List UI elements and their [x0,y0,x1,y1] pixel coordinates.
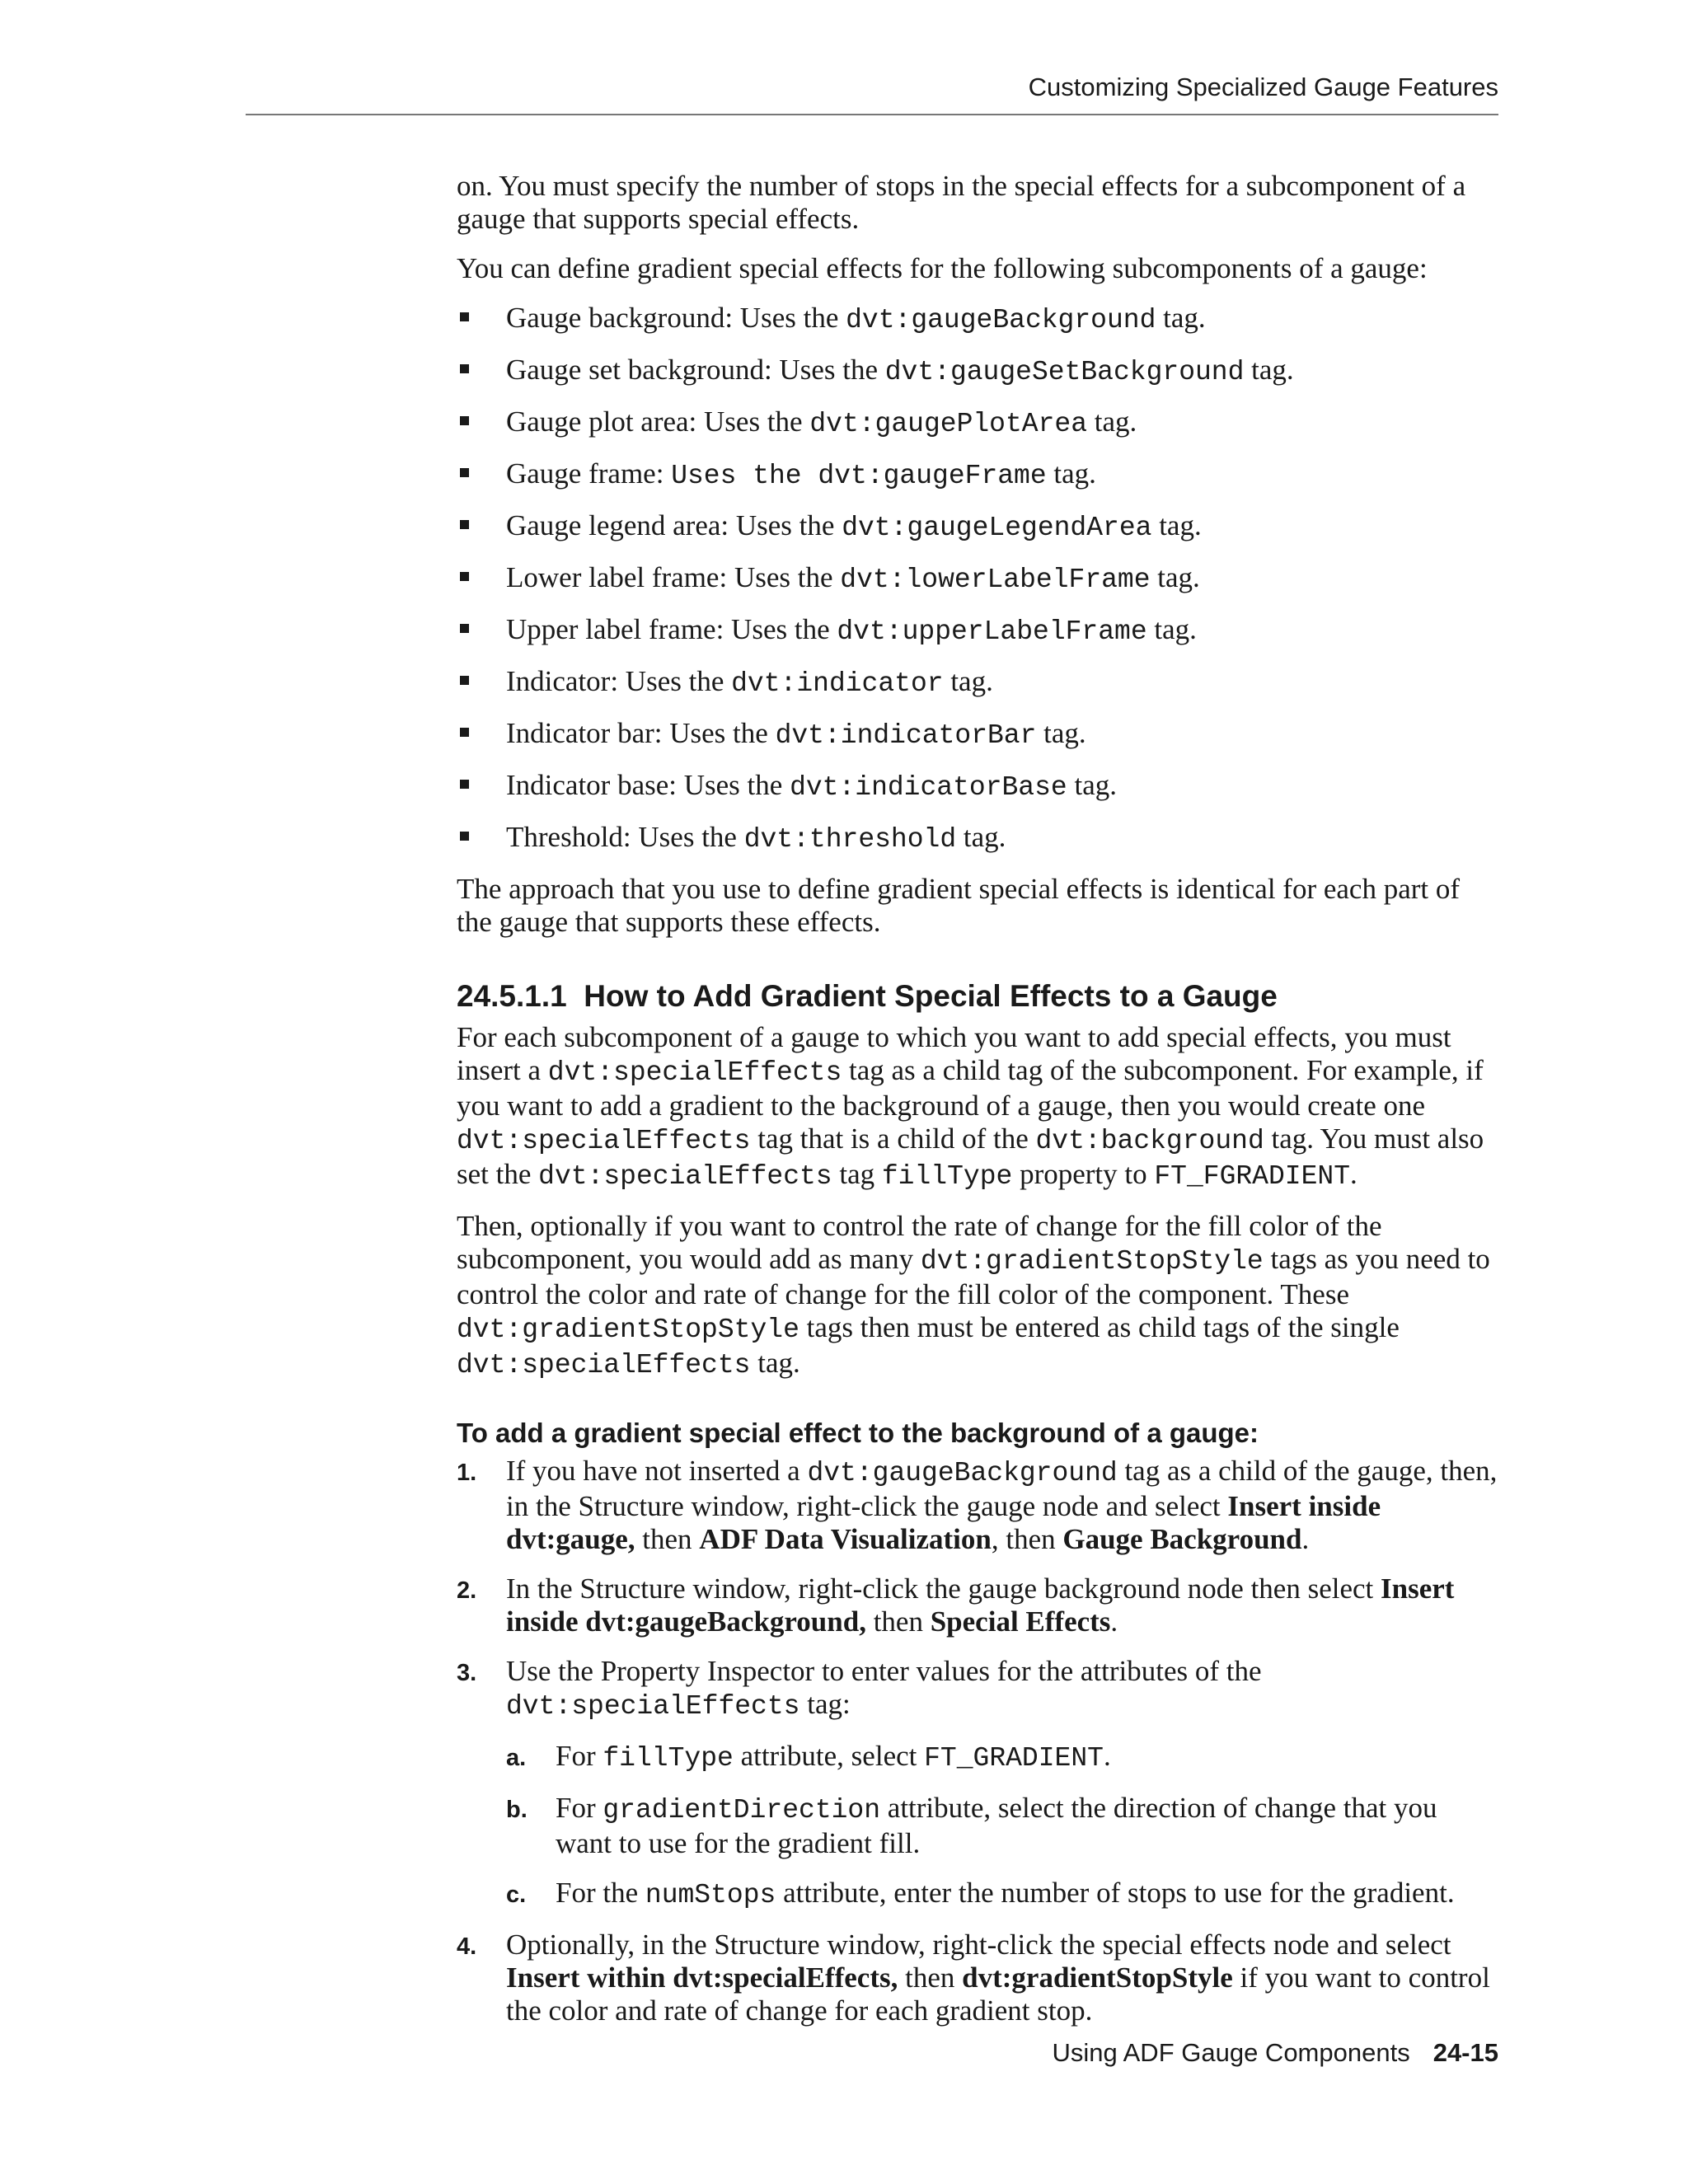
list-item: Indicator base: Uses the dvt:indicatorBase tag. [457,769,1498,804]
footer-chapter: Using ADF Gauge Components [1052,2038,1410,2067]
bullet-icon [460,364,469,373]
bullet-icon [460,780,469,789]
list-item: Gauge set background: Uses the dvt:gaugeSetBackground tag. [457,354,1498,389]
list-item: Gauge frame: Uses the dvt:gaugeFrame tag. [457,457,1498,493]
tag-code: dvt:upperLabelFrame [837,616,1147,647]
bullet-icon [460,312,469,321]
value-code: FT_FGRADIENT [1154,1161,1350,1192]
tag-code: Uses the dvt:gaugeFrame [671,461,1047,491]
tag-code: dvt:gradientStopStyle [457,1315,799,1345]
bullet-icon [460,624,469,633]
procedure-steps [457,1455,1498,2027]
menu-path: ADF Data Visualization [699,1523,992,1555]
substep-letter: c. [506,1882,527,1908]
tag-code: dvt:specialEffects [506,1691,800,1722]
tag-code: dvt:gaugeBackground [846,305,1156,335]
subcomponent-list [457,302,1498,856]
section-number: 24.5.1.1 [457,979,567,1013]
step-item: 2. In the Structure window, right-click the gauge background node then select Insert inside dvt:gaugeBackground, then Special Effects. [457,1572,1455,1638]
step-number: 3. [457,1660,477,1686]
page-number: 24-15 [1432,2038,1498,2067]
value-code: FT_GRADIENT [924,1743,1104,1774]
list-item: Gauge legend area: Uses the dvt:gaugeLegendArea tag. [457,509,1498,545]
menu-path: dvt:gradientStopStyle [962,1961,1233,1994]
step-item: 3. Use the Property Inspector to enter values for the attributes of the dvt:specialEffects tag: a. For fillType attribute, select FT_GRADIENT. b. For gradientDirection attribute, select the direction of change that you want to use for the gradient fill. c. For the numStops attribute, enter the number of stops to use for the gradient. [457,1655,1498,1912]
attribute-code: fillType [881,1161,1013,1192]
list-item: Indicator: Uses the dvt:indicator tag. [457,665,1498,701]
section-heading [457,978,1498,1015]
bullet-icon [460,468,469,477]
step-item: 1. If you have not inserted a dvt:gaugeBackground tag as a child of the gauge, then, in the Structure window, right-click the gauge node and select Insert inside dvt:gauge, then ADF Data Visualization, then Gauge Background. [457,1455,1498,1555]
tag-code: dvt:threshold [743,824,957,855]
bullet-icon [460,572,469,581]
attribute-code: fillType [603,1743,734,1774]
attribute-code: gradientDirection [603,1795,881,1825]
page-content [457,170,1498,2044]
tag-code: dvt:gaugePlotArea [809,409,1087,439]
bullet-icon [460,520,469,529]
step-number: 2. [457,1577,477,1604]
step-number: 1. [457,1460,477,1486]
section-paragraph-1: For each subcomponent of a gauge to which you want to add special effects, you must insert a dvt:specialEffects tag as a child tag of the subcomponent. For example, if you want to add a gradient to the background of a gauge, then you would create one dvt:specialEffects tag that is a child of the dvt:background tag. You must also set the dvt:specialEffects tag fillType property to FT_FGRADIENT. [457,1021,1484,1192]
substep-item: c. For the numStops attribute, enter the number of stops to use for the gradient. [506,1877,1455,1910]
tag-code: dvt:gradientStopStyle [920,1246,1264,1277]
substep-item: a. For fillType attribute, select FT_GRADIENT. [506,1740,1111,1774]
tag-code: dvt:background [1035,1126,1264,1156]
tag-code: dvt:specialEffects [547,1057,842,1088]
menu-path: Insert inside dvt:gaugeBackground, [506,1572,1455,1638]
tag-code: dvt:indicatorBar [775,720,1037,751]
header-rule [246,114,1498,115]
tag-code: dvt:specialEffects [457,1350,751,1380]
tag-code: dvt:indicator [731,668,944,699]
section-paragraph-2: Then, optionally if you want to control the rate of change for the fill color of the subcomponent, you would add as many dvt:gradientStopStyle tags as you need to control the color and rate of change for the fill color of the component. These dvt:gradientStopStyle tags then must be entered as child tags of the single dvt:specialEffects tag. [457,1210,1490,1380]
tag-code: dvt:lowerLabelFrame [840,565,1151,595]
list-item: Upper label frame: Uses the dvt:upperLabelFrame tag. [457,613,1498,649]
menu-path: Special Effects [930,1605,1111,1638]
substeps [506,1740,1498,1912]
attribute-code: numStops [645,1880,776,1910]
tag-code: dvt:gaugeLegendArea [842,513,1152,543]
bullet-icon [460,832,469,841]
bullet-icon [460,728,469,737]
list-item: Indicator bar: Uses the dvt:indicatorBar tag. [457,717,1498,752]
substep-item: b. For gradientDirection attribute, select the direction of change that you want to use for the gradient fill. [506,1792,1437,1859]
list-item: Lower label frame: Uses the dvt:lowerLabelFrame tag. [457,561,1498,597]
bullet-icon [460,416,469,425]
tag-code: dvt:gaugeSetBackground [884,357,1245,387]
menu-path: Insert inside dvt:gauge, [506,1490,1381,1555]
tag-code: dvt:indicatorBase [790,772,1067,803]
list-item: Gauge background: Uses the dvt:gaugeBackground tag. [457,302,1498,337]
menu-path: Gauge Background [1062,1523,1302,1555]
section-title: How to Add Gradient Special Effects to a Gauge [584,979,1278,1013]
substep-letter: a. [506,1745,527,1771]
bullet-icon [460,676,469,685]
substep-letter: b. [506,1797,528,1823]
tag-code: dvt:gaugeBackground [807,1458,1118,1488]
tag-code: dvt:specialEffects [538,1161,832,1192]
running-header: Customizing Specialized Gauge Features [1028,73,1498,101]
list-item: Threshold: Uses the dvt:threshold tag. [457,821,1498,856]
step-number: 4. [457,1933,477,1960]
intro-list-lead: You can define gradient special effects for the following subcomponents of a gauge: [457,252,1428,284]
page-footer [1052,2038,1498,2068]
intro-paragraph: on. You must specify the number of stops in the special effects for a subcomponent of a gauge that supports special effects. [457,170,1466,235]
list-item: Gauge plot area: Uses the dvt:gaugePlotArea tag. [457,405,1498,441]
tag-code: dvt:specialEffects [457,1126,751,1156]
procedure-title: To add a gradient special effect to the background of a gauge: [457,1418,1259,1448]
step-item: 4. Optionally, in the Structure window, right-click the special effects node and select Insert within dvt:specialEffects, then dvt:gradientStopStyle if you want to control the color and rate of change for each gradient stop. [457,1929,1490,2027]
approach-paragraph: The approach that you use to define gradient special effects is identical for each part of the gauge that supports these effects. [457,873,1461,938]
menu-path: Insert within dvt:specialEffects, [506,1961,898,1994]
